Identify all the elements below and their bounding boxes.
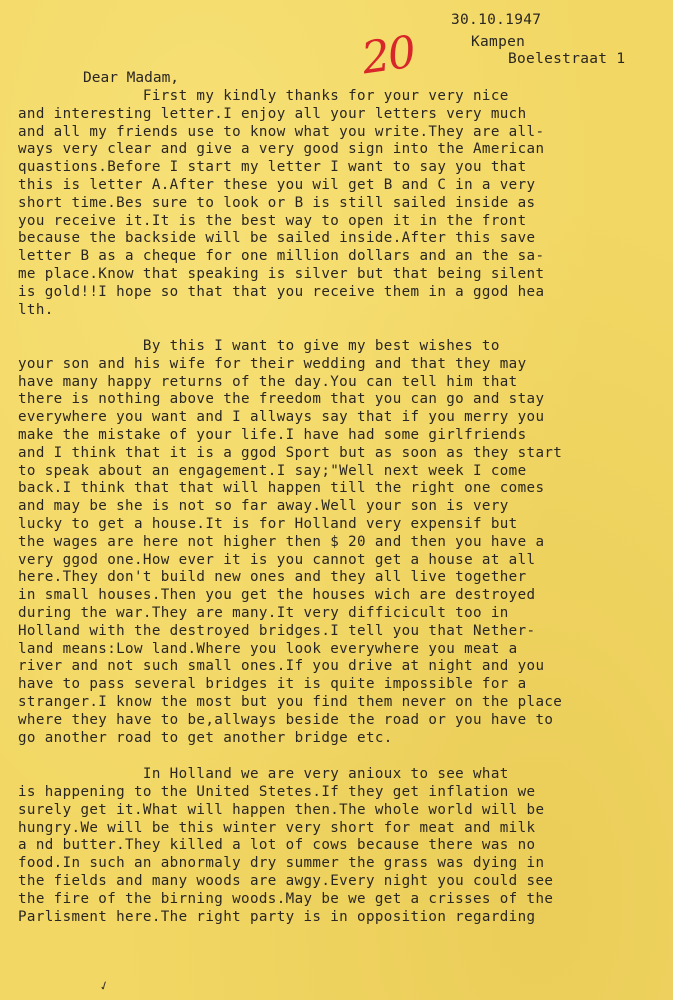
body-line: the fire of the birning woods.May be we get a crisses of the <box>18 891 554 907</box>
body-line: have to pass several bridges it is quite impossible for a <box>18 676 527 692</box>
body-line: Parlisment here.The right party is in opposition regarding <box>18 909 536 925</box>
body-line: lucky to get a house.It is for Holland very expensif but <box>18 516 518 532</box>
body-line: you receive it.It is the best way to open it in the front <box>18 213 527 229</box>
body-line: quastions.Before I start my letter I want to say you that <box>18 159 527 175</box>
body-line: First my kindly thanks for your very nice <box>18 88 509 104</box>
body-line: here.They don't build new ones and they all live together <box>18 569 527 585</box>
letter-place: Kampen <box>471 34 526 50</box>
page-number-annotation: 20 <box>358 26 418 85</box>
body-line: river and not such small ones.If you drive at night and you <box>18 658 545 674</box>
body-line: In Holland we are very anioux to see what <box>18 766 509 782</box>
body-line: stranger.I know the most but you find them never on the place <box>18 694 563 710</box>
letter-street: Boelestraat 1 <box>508 51 626 67</box>
body-line: hungry.We will be this winter very short for meat and milk <box>18 820 536 836</box>
body-line: and all my friends use to know what you write.They are all- <box>18 124 545 140</box>
body-line: your son and his wife for their wedding and that they may <box>18 356 527 372</box>
body-line: is gold!!I hope so that that you receive them in a ggod hea <box>18 284 545 300</box>
body-line: in small houses.Then you get the houses wich are destroyed <box>18 587 536 603</box>
body-line: because the backside will be sailed inside.After this save <box>18 230 536 246</box>
body-line: short time.Bes sure to look or B is still sailed inside as <box>18 195 536 211</box>
pen-tick-mark: ✓ <box>97 977 111 995</box>
body-line: Holland with the destroyed bridges.I tell you that Nether- <box>18 623 536 639</box>
body-line: surely get it.What will happen then.The whole world will be <box>18 802 545 818</box>
body-line: there is nothing above the freedom that you can go and stay <box>18 391 545 407</box>
body-line: food.In such an abnormaly dry summer the grass was dying in <box>18 855 545 871</box>
body-line: and may be she is not so far away.Well your son is very <box>18 498 509 514</box>
body-line: during the war.They are many.It very difficicult too in <box>18 605 509 621</box>
body-line: this is letter A.After these you wil get B and C in a very <box>18 177 536 193</box>
body-line: me place.Know that speaking is silver but that being silent <box>18 266 545 282</box>
body-line: and I think that it is a ggod Sport but as soon as they start <box>18 445 563 461</box>
body-line: make the mistake of your life.I have had some girlfriends <box>18 427 527 443</box>
body-line: letter B as a cheque for one million dollars and an the sa- <box>18 248 545 264</box>
body-line: go another road to get another bridge etc. <box>18 730 393 746</box>
body-line: very ggod one.How ever it is you cannot get a house at all <box>18 552 536 568</box>
body-line: to speak about an engagement.I say;"Well next week I come <box>18 463 527 479</box>
body-line: By this I want to give my best wishes to <box>18 338 500 354</box>
body-line: land means:Low land.Where you look everywhere you meat a <box>18 641 518 657</box>
body-line: and interesting letter.I enjoy all your letters very much <box>18 106 527 122</box>
body-line: have many happy returns of the day.You can tell him that <box>18 374 518 390</box>
body-line: the wages are here not higher then $ 20 and then you have a <box>18 534 545 550</box>
body-line: the fields and many woods are awgy.Every night you could see <box>18 873 554 889</box>
body-line: back.I think that that will happen till the right one comes <box>18 480 545 496</box>
letter-salutation: Dear Madam, <box>83 70 180 86</box>
body-line: a nd butter.They killed a lot of cows because there was no <box>18 837 536 853</box>
letter-date: 30.10.1947 <box>451 12 542 28</box>
body-line: everywhere you want and I allways say that if you merry you <box>18 409 545 425</box>
body-line: is happening to the United Stetes.If they get inflation we <box>18 784 536 800</box>
body-line: lth. <box>18 302 54 318</box>
body-line: ways very clear and give a very good sign into the American <box>18 141 545 157</box>
body-line: where they have to be,allways beside the road or you have to <box>18 712 554 728</box>
